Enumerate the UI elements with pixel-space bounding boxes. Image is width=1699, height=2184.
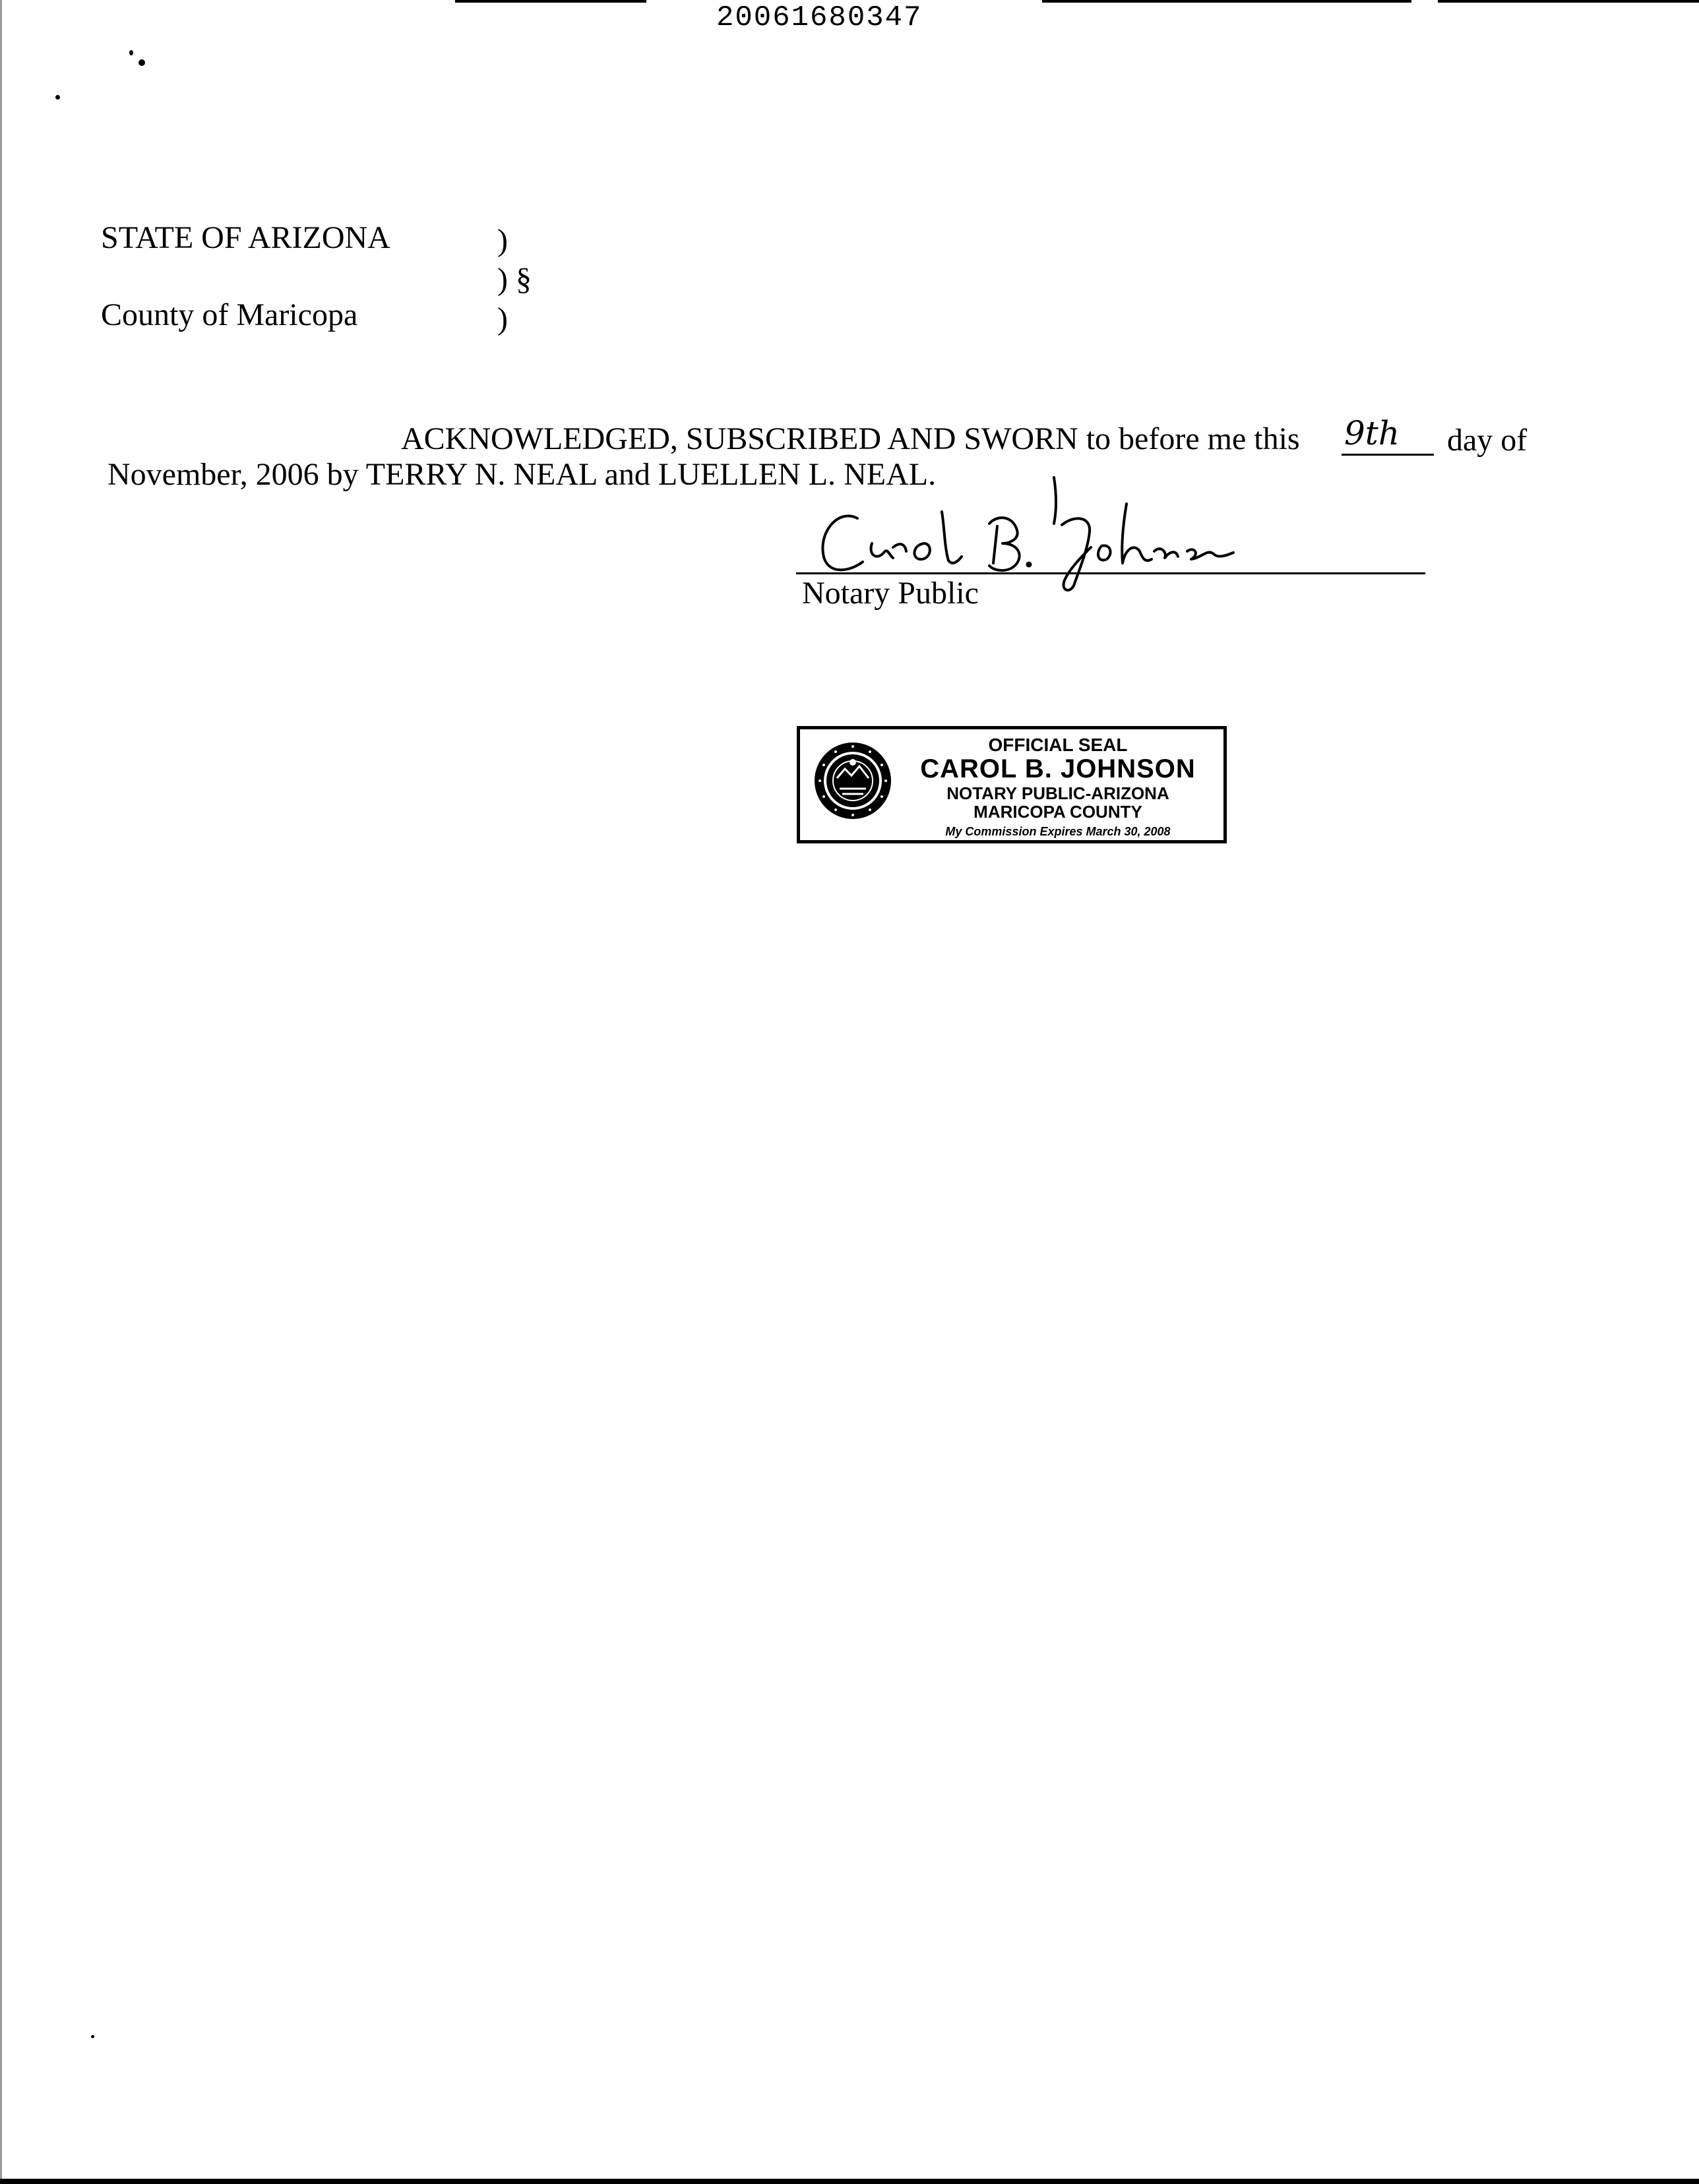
scan-speck <box>139 59 145 66</box>
scan-artifact-bottom-edge <box>0 2179 1699 2184</box>
seal-official-seal: OFFICIAL SEAL <box>988 735 1128 755</box>
seal-county: MARICOPA COUNTY <box>973 802 1142 822</box>
recording-number: 20061680347 <box>716 1 923 34</box>
seal-notary-name: CAROL B. JOHNSON <box>920 754 1196 783</box>
scan-artifact-top-line <box>1438 0 1699 3</box>
venue-bracket-section: ) § <box>497 262 532 297</box>
scan-artifact-left-edge <box>0 0 2 2184</box>
scan-artifact-top-line <box>455 0 646 3</box>
acknowledgment-day-of: day of <box>1447 423 1528 458</box>
official-seal-stamp <box>797 726 1227 843</box>
signature-line <box>796 572 1425 574</box>
seal-notary-title: NOTARY PUBLIC-ARIZONA <box>946 783 1169 803</box>
acknowledgment-line-2: November, 2006 by TERRY N. NEAL and LUELLEN L. NEAL. <box>108 457 937 492</box>
venue-bracket: ) <box>497 223 508 258</box>
state-seal-icon <box>813 741 892 820</box>
notary-public-label: Notary Public <box>802 576 979 611</box>
scan-speck <box>91 2035 94 2038</box>
venue-county: County of Maricopa <box>101 297 358 332</box>
scan-speck <box>129 50 133 55</box>
venue-state: STATE OF ARIZONA <box>101 220 390 255</box>
scan-speck <box>55 95 60 100</box>
day-blank-line <box>1342 454 1434 456</box>
scan-artifact-top-line <box>1042 0 1411 3</box>
seal-commission-expiry: My Commission Expires March 30, 2008 <box>945 825 1171 838</box>
day-handwritten: 9th <box>1344 414 1400 452</box>
acknowledgment-line-1: ACKNOWLEDGED, SUBSCRIBED AND SWORN to before me this <box>401 421 1300 456</box>
venue-bracket: ) <box>497 301 508 336</box>
